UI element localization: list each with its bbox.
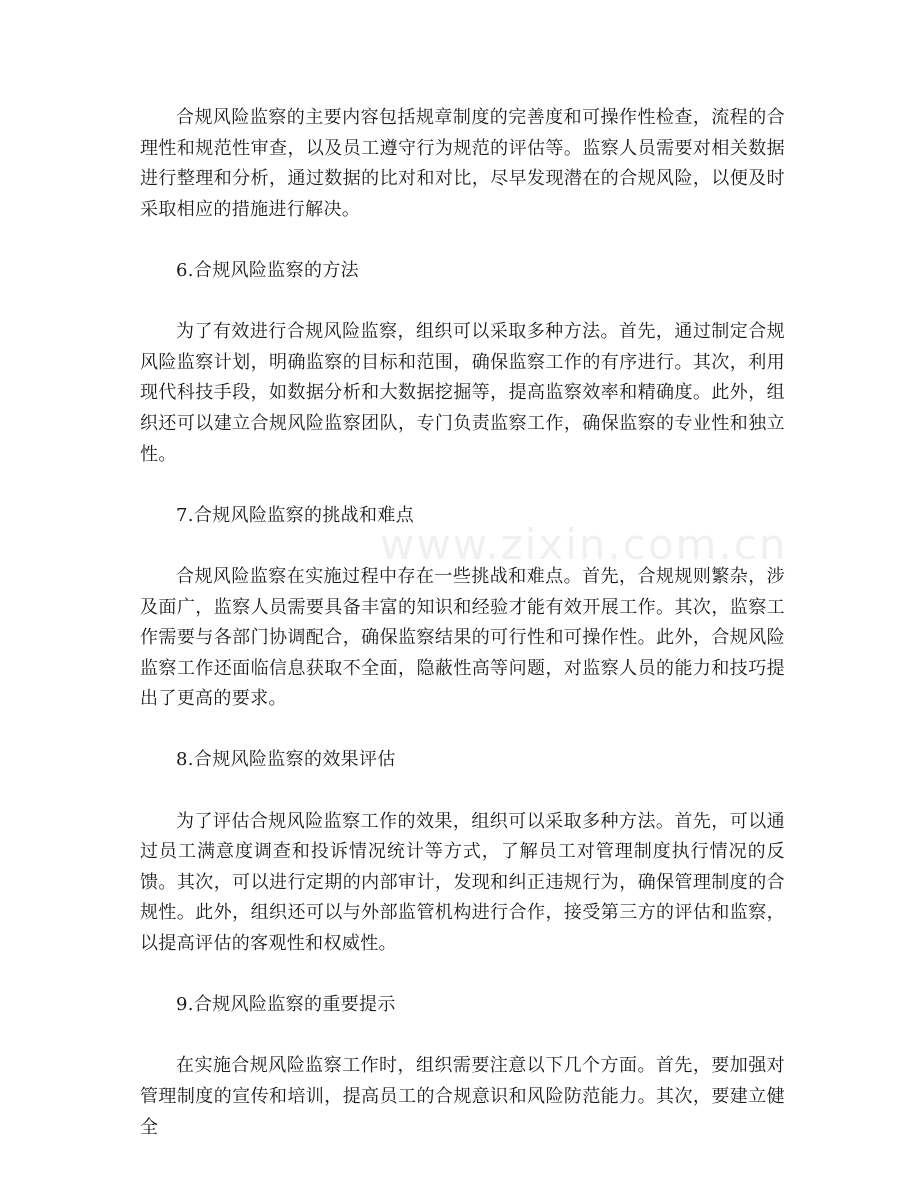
document-body (140, 103, 785, 1143)
section-heading-6: 6.合规风险监察的方法 (176, 259, 360, 281)
paragraph-challenges: 合规风险监察在实施过程中存在一些挑战和难点。首先，合规规则繁杂，涉及面广，监察人员需要具备丰富的知识和经验才能有效开展工作。其次，监察工作需要与各部门协调配合，确保监察结果的可行性和可操作性。此外，合规风险监察工作还面临信息获取不全面，隐蔽性高等问题，对监察人员的能力和技巧提出了更高的要求。 (140, 565, 785, 710)
spacer (140, 1021, 785, 1052)
paragraph-evaluation: 为了评估合规风险监察工作的效果，组织可以采取多种方法。首先，可以通过员工满意度调查和投诉情况统计等方式，了解员工对管理制度执行情况的反馈。其次，可以进行定期的内部审计，发现和纠正违规行为，确保管理制度的合规性。此外，组织还可以与外部监管机构进行合作，接受第三方的评估和监察，以提高评估的客观性和权威性。 (140, 810, 785, 955)
spacer (140, 470, 785, 501)
section-heading-9: 9.合规风险监察的重要提示 (176, 994, 396, 1016)
section-heading-7: 7.合规风险监察的挑战和难点 (176, 504, 415, 526)
spacer (140, 531, 785, 562)
watermark-text: www.zixin.com.cn (380, 520, 788, 569)
spacer (140, 225, 785, 256)
paragraph-compliance-content: 合规风险监察的主要内容包括规章制度的完善度和可操作性检查，流程的合理性和规范性审查，以及员工遵守行为规范的评估等。监察人员需要对相关数据进行整理和分析，通过数据的比对和对比，尽早发现潜在的合规风险，以便及时采取相应的措施进行解决。 (140, 107, 785, 220)
spacer (140, 715, 785, 746)
spacer (140, 287, 785, 318)
spacer (140, 960, 785, 991)
spacer (140, 776, 785, 807)
section-heading-8: 8.合规风险监察的效果评估 (176, 749, 396, 771)
paragraph-important-notes: 在实施合规风险监察工作时，组织需要注意以下几个方面。首先，要加强对管理制度的宣传和培训，提高员工的合规意识和风险防范能力。其次，要建立健全 (140, 1055, 785, 1138)
paragraph-methods: 为了有效进行合规风险监察，组织可以采取多种方法。首先，通过制定合规风险监察计划，明确监察的目标和范围，确保监察工作的有序进行。其次，利用现代科技手段，如数据分析和大数据挖掘等，提高监察效率和精确度。此外，组织还可以建立合规风险监察团队，专门负责监察工作，确保监察的专业性和独立性。 (140, 321, 785, 465)
